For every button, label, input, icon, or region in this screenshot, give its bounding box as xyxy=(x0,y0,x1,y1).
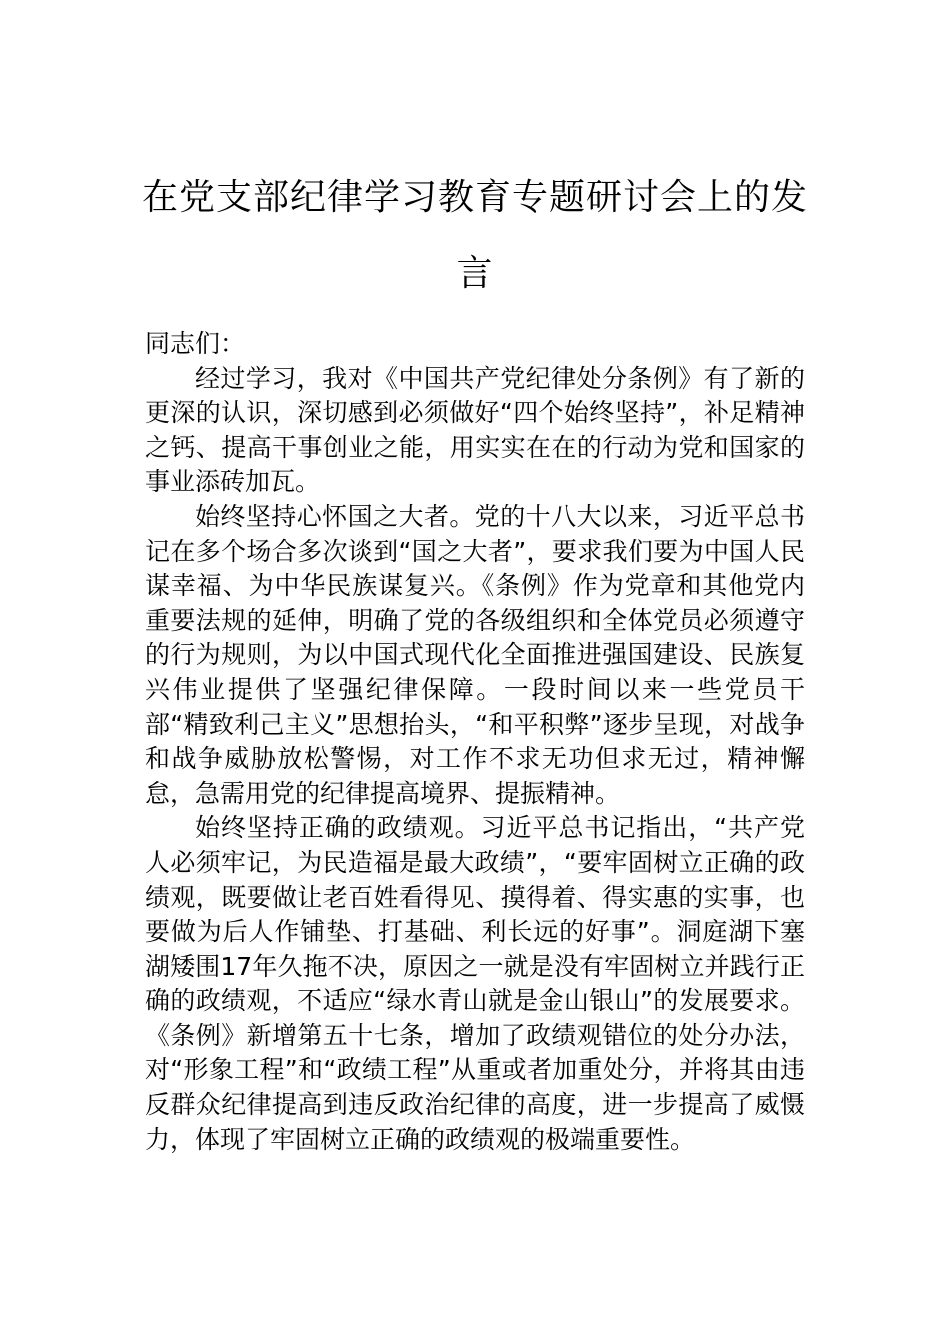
document-title: 在党支部纪律学习教育专题研讨会上的发言 xyxy=(141,177,808,294)
document-body xyxy=(145,327,805,1157)
paragraph-intro: 经过学习，我对《中国共产党纪律处分条例》有了新的更深的认识，深切感到必须做好“四个始终坚持”，补足精神之钙、提高干事创业之能，用实实在在的行动为党和国家的事业添砖加瓦。 xyxy=(145,363,805,497)
paragraph-national-interest: 始终坚持心怀国之大者。党的十八大以来，习近平总书记在多个场合多次谈到“国之大者”，要求我们要为中国人民谋幸福、为中华民族谋复兴。《条例》作为党章和其他党内重要法规的延伸，明确了党的各级组织和全体党员必须遵守的行为规则，为以中国式现代化全面推进强国建设、民族复兴伟业提供了坚强纪律保障。一段时间以来一些党员干部“精致利己主义”思想抬头，“和平积弊”逐步呈现，对战争和战争威胁放松警惕，对工作不求无功但求无过，精神懈怠，急需用党的纪律提高境界、提振精神。 xyxy=(145,501,805,808)
paragraph-performance-view: 始终坚持正确的政绩观。习近平总书记指出，“共产党人必须牢记，为民造福是最大政绩”，“要牢固树立正确的政绩观，既要做让老百姓看得见、摸得着、得实惠的实事，也要做为后人作铺垫、打基础、利长远的好事”。洞庭湖下塞湖矮围17年久拖不决，原因之一就是没有牢固树立并践行正确的政绩观，不适应“绿水青山就是金山银山”的发展要求。《条例》新增第五十七条，增加了政绩观错位的处分办法，对“形象工程”和“政绩工程”从重或者加重处分，并将其由违反群众纪律提高到违反政治纪律的高度，进一步提高了威慑力，体现了牢固树立正确的政绩观的极端重要性。 xyxy=(145,813,805,1154)
salutation: 同志们： xyxy=(145,329,246,358)
